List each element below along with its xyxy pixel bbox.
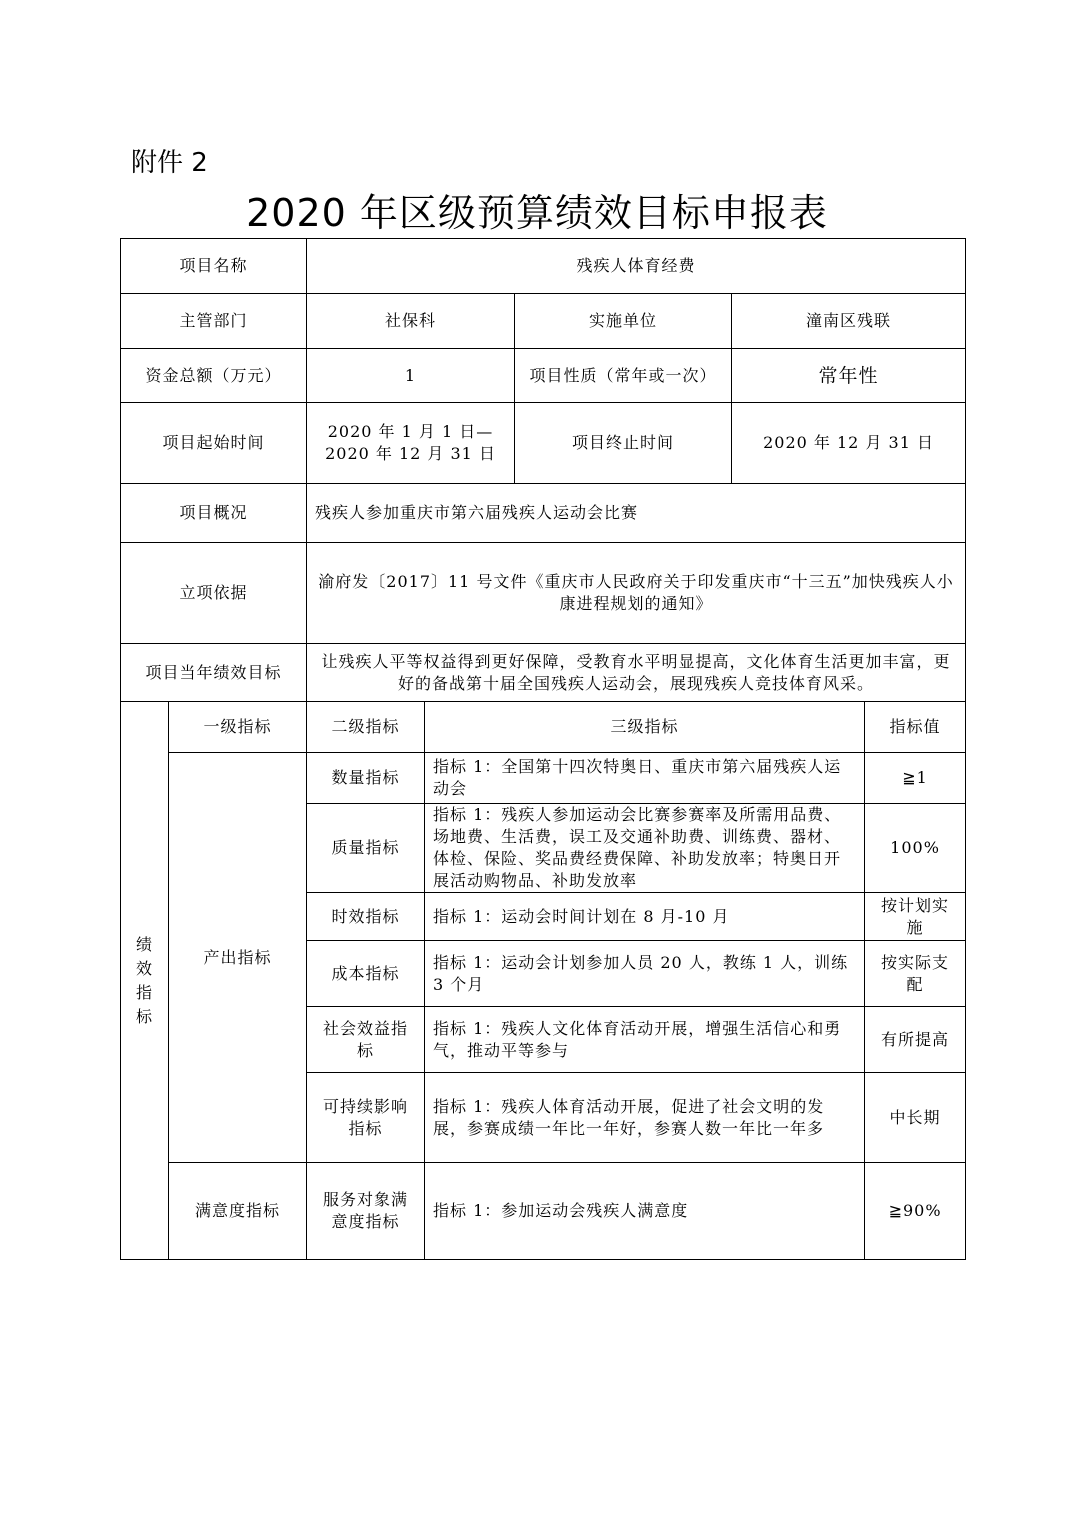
implementing-unit-value: 潼南区残联 xyxy=(732,294,966,349)
row-department xyxy=(121,294,966,349)
row-project-name xyxy=(121,239,966,294)
project-nature-value: 常年性 xyxy=(732,349,966,403)
header-level2: 二级指标 xyxy=(307,702,425,753)
level3-cell: 指标 1：运动会时间计划在 8 月-10 月 xyxy=(425,893,865,941)
header-value: 指标值 xyxy=(865,702,966,753)
level2-cell: 成本指标 xyxy=(307,941,425,1007)
indicator-value-cell: 有所提高 xyxy=(865,1007,966,1073)
total-fund-value: 1 xyxy=(307,349,515,403)
performance-indicator-label: 绩效指标 xyxy=(135,934,153,1026)
start-time-label: 项目起始时间 xyxy=(121,403,307,484)
indicator-value-cell: ≧1 xyxy=(865,753,966,804)
start-time-value: 2020 年 1 月 1 日—2020 年 12 月 31 日 xyxy=(307,403,515,484)
basis-value: 渝府发〔2017〕11 号文件《重庆市人民政府关于印发重庆市“十三五”加快残疾人小康进程规划的通知》 xyxy=(307,543,966,644)
page-title: 2020 年区级预算绩效目标申报表 xyxy=(246,191,828,235)
level3-cell: 指标 1：参加运动会残疾人满意度 xyxy=(425,1163,865,1260)
performance-indicator-section xyxy=(121,702,169,1260)
satisfaction-indicator-label: 满意度指标 xyxy=(169,1163,307,1260)
overview-value: 残疾人参加重庆市第六届残疾人运动会比赛 xyxy=(307,484,966,543)
row-basis xyxy=(121,543,966,644)
level2-cell: 可持续影响指标 xyxy=(307,1073,425,1163)
end-time-label: 项目终止时间 xyxy=(515,403,732,484)
annual-goal-label: 项目当年绩效目标 xyxy=(121,644,307,702)
indicator-value-cell: 按实际支配 xyxy=(865,941,966,1007)
level3-cell: 指标 1：运动会计划参加人员 20 人，教练 1 人，训练 3 个月 xyxy=(425,941,865,1007)
level2-cell: 时效指标 xyxy=(307,893,425,941)
level2-cell: 质量指标 xyxy=(307,804,425,893)
overview-label: 项目概况 xyxy=(121,484,307,543)
row-indicator-headers xyxy=(121,702,966,753)
indicator-value-cell: 按计划实施 xyxy=(865,893,966,941)
level2-cell: 服务对象满意度指标 xyxy=(307,1163,425,1260)
header-level1: 一级指标 xyxy=(169,702,307,753)
attachment-label: 附件 2 xyxy=(131,148,208,178)
table-row xyxy=(121,1163,966,1260)
project-name-value: 残疾人体育经费 xyxy=(307,239,966,294)
level3-cell: 指标 1：残疾人参加运动会比赛参赛率及所需用品费、场地费、生活费，误工及交通补助费、训练费、器材、体检、保险、奖品费经费保障、补助发放率；特奥日开展活动购物品、补助发放率 xyxy=(425,804,865,893)
output-indicator-label: 产出指标 xyxy=(169,753,307,1163)
performance-form-table xyxy=(120,238,966,1260)
row-overview xyxy=(121,484,966,543)
level2-cell: 数量指标 xyxy=(307,753,425,804)
basis-label: 立项依据 xyxy=(121,543,307,644)
end-time-value: 2020 年 12 月 31 日 xyxy=(732,403,966,484)
department-value: 社保科 xyxy=(307,294,515,349)
level3-cell: 指标 1：全国第十四次特奥日、重庆市第六届残疾人运动会 xyxy=(425,753,865,804)
implementing-unit-label: 实施单位 xyxy=(515,294,732,349)
department-label: 主管部门 xyxy=(121,294,307,349)
project-name-label: 项目名称 xyxy=(121,239,307,294)
header-level3: 三级指标 xyxy=(425,702,865,753)
project-nature-label: 项目性质（常年或一次） xyxy=(515,349,732,403)
level2-cell: 社会效益指标 xyxy=(307,1007,425,1073)
indicator-value-cell: 中长期 xyxy=(865,1073,966,1163)
row-fund xyxy=(121,349,966,403)
annual-goal-value: 让残疾人平等权益得到更好保障，受教育水平明显提高，文化体育生活更加丰富，更好的备战第十届全国残疾人运动会，展现残疾人竞技体育风采。 xyxy=(307,644,966,702)
level3-cell: 指标 1：残疾人体育活动开展，促进了社会文明的发展，参赛成绩一年比一年好，参赛人数一年比一年多 xyxy=(425,1073,865,1163)
level3-cell: 指标 1：残疾人文化体育活动开展，增强生活信心和勇气，推动平等参与 xyxy=(425,1007,865,1073)
row-time xyxy=(121,403,966,484)
indicator-value-cell: 100% xyxy=(865,804,966,893)
table-row xyxy=(121,753,966,804)
indicator-value-cell: ≧90% xyxy=(865,1163,966,1260)
row-annual-goal xyxy=(121,644,966,702)
total-fund-label: 资金总额（万元） xyxy=(121,349,307,403)
